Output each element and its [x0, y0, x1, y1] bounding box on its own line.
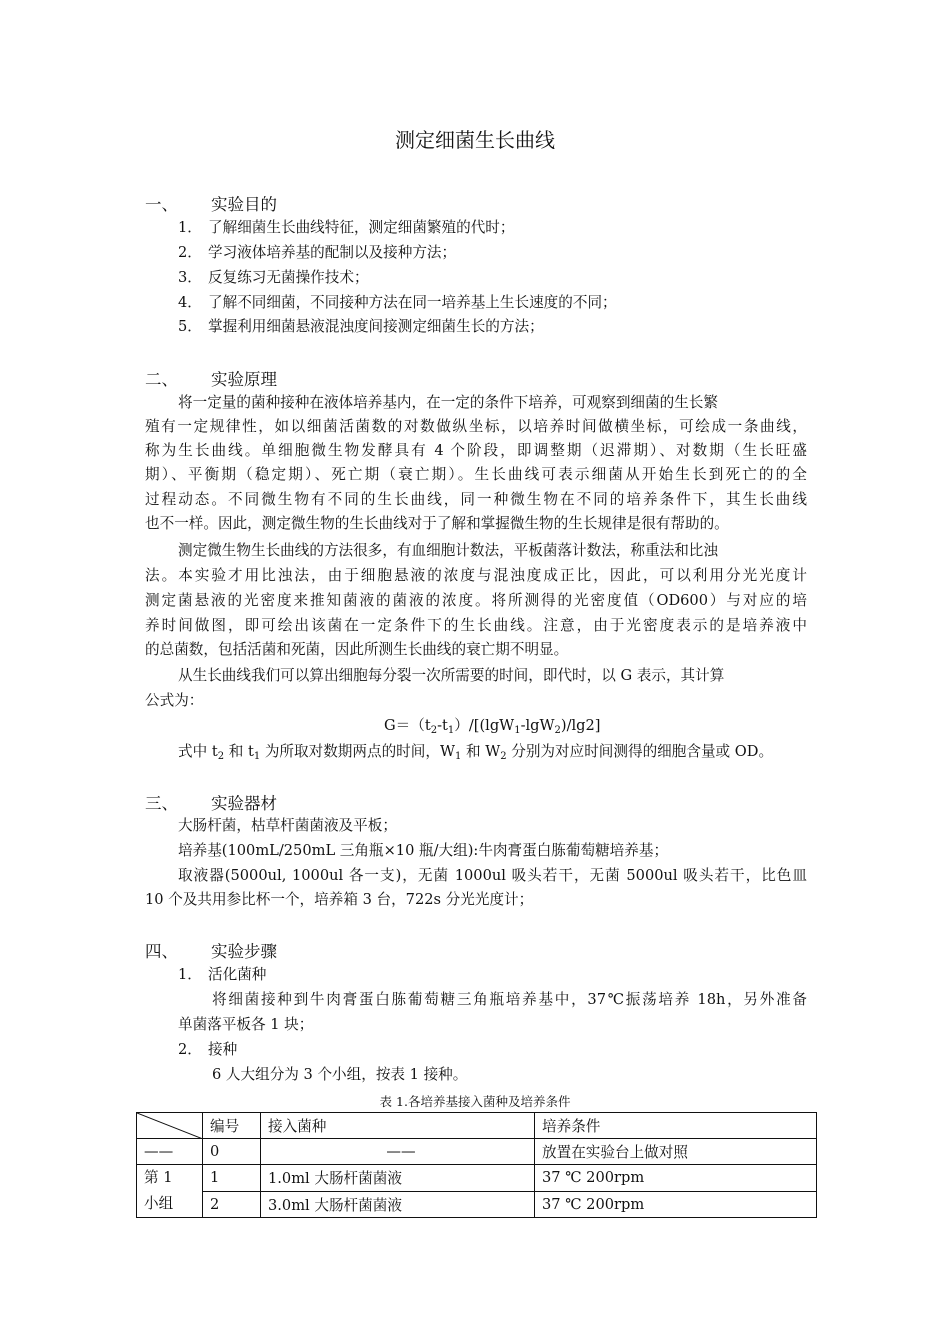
paragraph-line: 测定菌悬液的光密度来推知菌液的菌液的浓度。将所测得的光密度值（OD600）与对应的培 [145, 592, 807, 609]
section-heading-steps [145, 938, 277, 962]
section-number: 四、 [145, 942, 178, 961]
paragraph-line: 法。本实验才用比浊法，由于细胞悬液的浓度与混浊度成正比，因此，可以利用分光光度计 [145, 567, 807, 584]
table-caption: 表 1.各培养基接入菌种及培养条件 [379, 1094, 571, 1109]
diagonal-line-icon [137, 1113, 203, 1139]
table-cell: 37 ℃ 200rpm [535, 1191, 817, 1218]
step-title: 2． 接种 [178, 1041, 238, 1058]
section-title: 实验步骤 [211, 942, 277, 961]
formula-note: 式中 $t_2$ 和 $t_1$ 为所取对数期两点的时间，$W_1$ 和 $W_2$ 分别为对应时间测得的细胞含量或 OD。 [178, 743, 774, 762]
list-item: 5． 掌握利用细菌悬液混浊度间接测定细菌生长的方法； [178, 318, 544, 335]
materials-line: 10 个及共用参比杯一个，培养箱 3 台，722s 分光光度计； [145, 891, 534, 908]
paragraph-line: 公式为： [145, 692, 204, 709]
table-cell: 2 [203, 1191, 261, 1218]
list-item: 3． 反复练习无菌操作技术； [178, 269, 369, 286]
table-row [137, 1165, 817, 1192]
paragraph-line: 也不一样。因此，测定微生物的生长曲线对于了解和掌握微生物的生长规律是很有帮助的。 [145, 515, 729, 532]
table-row [137, 1139, 817, 1165]
table-cell: 37 ℃ 200rpm [535, 1165, 817, 1192]
paragraph-line: 称为生长曲线。单细胞微生物发酵具有 4 个阶段，即调整期（迟滞期）、对数期（生长旺盛 [145, 442, 807, 459]
step-body-line: 将细菌接种到牛肉膏蛋白胨葡萄糖三角瓶培养基中，37℃振荡培养 18h，另外准备 [212, 991, 807, 1008]
page-title: 测定细菌生长曲线 [395, 128, 555, 152]
list-item: 4． 了解不同细菌，不同接种方法在同一培养基上生长速度的不同； [178, 294, 617, 311]
paragraph-line: 养时间做图，即可绘出该菌在一定条件下的生长曲线。注意，由于光密度表示的是培养液中 [145, 617, 807, 634]
table-cell: 放置在实验台上做对照 [535, 1139, 817, 1165]
table-cell: 1.0ml 大肠杆菌菌液 [261, 1165, 535, 1192]
section-title: 实验原理 [211, 370, 277, 389]
paragraph-line: 测定微生物生长曲线的方法很多，有血细胞计数法，平板菌落计数法，称重法和比浊 [178, 542, 718, 559]
step-title: 1． 活化菌种 [178, 966, 267, 983]
paragraph-line: 期）、平衡期（稳定期）、死亡期（衰亡期）。生长曲线可表示细菌从开始生长到死亡的的全 [145, 466, 807, 483]
table-header-cell: 编号 [203, 1113, 261, 1139]
table-cell: —— [137, 1139, 203, 1165]
paragraph-line: 将一定量的菌种接种在液体培养基内，在一定的条件下培养，可观察到细菌的生长繁 [178, 394, 718, 411]
paragraph-line: 过程动态。不同微生物有不同的生长曲线，同一种微生物在不同的培养条件下，其生长曲线 [145, 491, 807, 508]
table-row [137, 1191, 817, 1218]
list-item: 2． 学习液体培养基的配制以及接种方法； [178, 244, 457, 261]
diagonal-header-cell [137, 1113, 203, 1139]
section-number: 三、 [145, 794, 178, 813]
table-cell: 0 [203, 1139, 261, 1165]
table-header-row [137, 1113, 817, 1139]
step-body-line: 单菌落平板各 1 块； [178, 1016, 314, 1033]
section-title: 实验目的 [211, 195, 277, 214]
table-cell: —— [261, 1139, 535, 1165]
materials-line: 大肠杆菌，枯草杆菌菌液及平板； [178, 817, 397, 834]
formula: $G=(t_2-t_1)/[(\lg W_1-\lg W_2)/\lg 2]$ [384, 717, 601, 736]
inoculation-table [136, 1112, 817, 1218]
section-number: 二、 [145, 370, 178, 389]
table-cell: 3.0ml 大肠杆菌菌液 [261, 1191, 535, 1218]
step-body-line: 6 人大组分为 3 个小组，按表 1 接种。 [212, 1066, 468, 1083]
section-number: 一、 [145, 195, 178, 214]
paragraph-line: 从生长曲线我们可以算出细胞每分裂一次所需要的时间，即代时，以 G 表示，其计算 [178, 667, 725, 684]
section-heading-purpose [145, 191, 277, 215]
list-item: 1． 了解细菌生长曲线特征，测定细菌繁殖的代时； [178, 219, 515, 236]
section-heading-materials [145, 790, 277, 814]
table-cell: 1 [203, 1165, 261, 1192]
paragraph-line: 殖有一定规律性，如以细菌活菌数的对数做纵坐标，以培养时间做横坐标，可绘成一条曲线， [145, 418, 807, 435]
group-label-cell: 第 1 小组 [137, 1165, 203, 1218]
paragraph-line: 的总菌数，包括活菌和死菌，因此所测生长曲线的衰亡期不明显。 [145, 641, 569, 658]
section-title: 实验器材 [211, 794, 277, 813]
section-heading-principle [145, 366, 277, 390]
table-header-cell: 培养条件 [535, 1113, 817, 1139]
table-header-cell: 接入菌种 [261, 1113, 535, 1139]
materials-line: 培养基(100mL/250mL 三角瓶×10 瓶/大组):牛肉膏蛋白胨葡萄糖培养基； [178, 842, 669, 859]
materials-line: 取液器(5000ul, 1000ul 各一支)，无菌 1000ul 吸头若干，无菌 5000ul 吸头若干，比色皿 [178, 867, 807, 884]
